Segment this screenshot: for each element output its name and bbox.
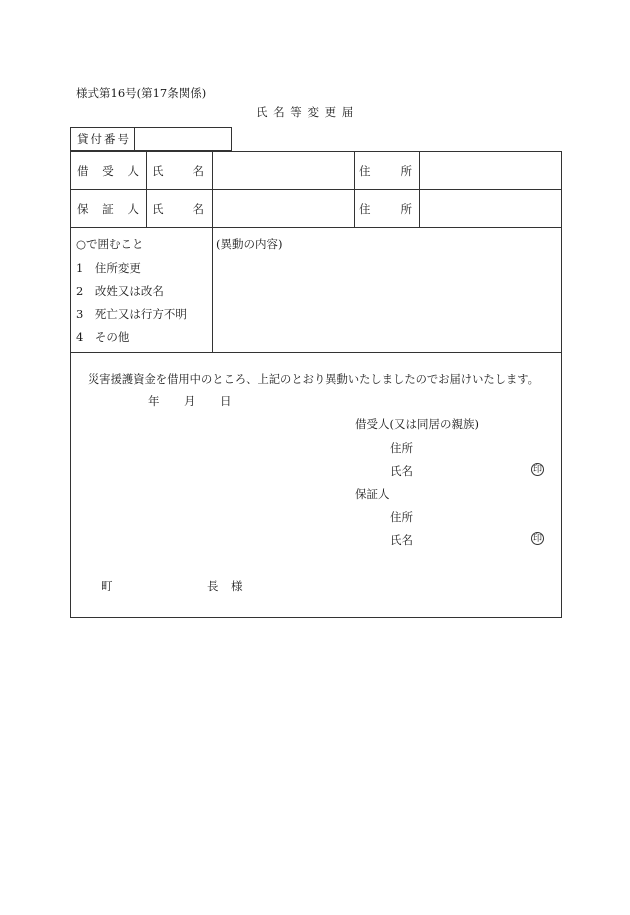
borrower-seal-icon: 印 [532,465,542,475]
date-year: 年 [148,394,160,408]
guarantor-signer-header: 保証人 [355,487,390,501]
borrower-signer-header: 借受人(又は同居の親族) [355,417,479,431]
borrower-name-label: 氏 名 [152,164,204,178]
borrower-signer-address-label: 住所 [390,441,413,455]
borrower-role-label: 借 受 人 [77,164,139,178]
options-header: ○で囲むこと [76,237,144,251]
form-number: 様式第16号(第17条関係) [76,86,207,100]
change-content-label: (異動の内容) [216,237,283,251]
addressee-town: 町 [101,579,113,593]
addressee-chief: 長 [207,579,219,593]
guarantor-signer-address-label: 住所 [390,510,413,524]
loan-number-label: 貸付番号 [77,132,131,146]
guarantor-name-label: 氏 名 [152,202,204,216]
guarantor-signer-name-label: 氏名 [390,533,413,547]
guarantor-role-label: 保 証 人 [77,202,139,216]
option-item[interactable]: 4 その他 [76,330,130,344]
statement-text: 災害援護資金を借用中のところ、上記のとおり異動いたしましたのでお届けいたします。 [88,373,539,386]
option-item[interactable]: 1 住所変更 [76,261,141,275]
form-title: 氏 名 等 変 更 届 [256,105,355,119]
option-item[interactable]: 3 死亡又は行方不明 [76,307,187,321]
borrower-address-label: 住 所 [359,164,412,178]
date-month: 月 [184,394,196,408]
option-item[interactable]: 2 改姓又は改名 [76,284,164,298]
addressee-honorific: 様 [231,579,243,593]
guarantor-seal-icon: 印 [532,534,542,544]
date-day: 日 [220,394,232,408]
guarantor-address-label: 住 所 [359,202,412,216]
borrower-signer-name-label: 氏名 [390,464,413,478]
